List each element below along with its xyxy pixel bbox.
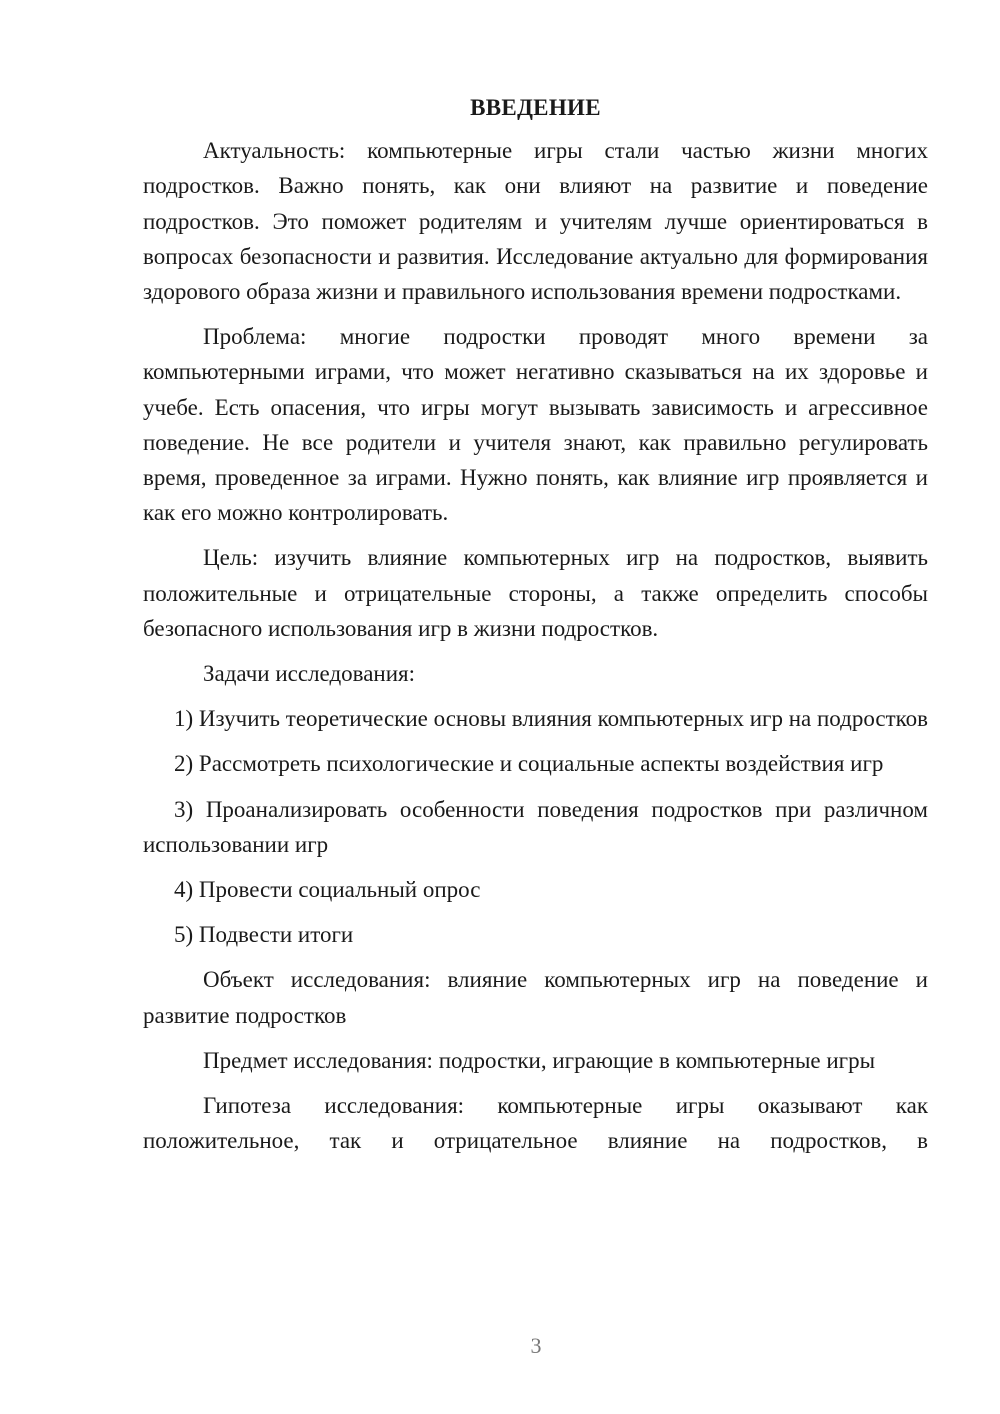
task-item: 2) Рассмотреть психологические и социальные аспекты воздействия игр	[174, 751, 884, 777]
hypothesis-paragraph: Гипотеза исследования: компьютерные игры оказывают как положительное, так и отрицательное влияние на подростков, в	[143, 1093, 928, 1154]
object-paragraph: Объект исследования: влияние компьютерных игр на поведение и развитие подростков	[143, 967, 928, 1028]
task-item: 1) Изучить теоретические основы влияния компьютерных игр на подростков	[174, 706, 929, 732]
goal-paragraph: Цель: изучить влияние компьютерных игр на подростков, выявить положительные и отрицательные стороны, а также определить способы безопасного использования игр в жизни подростков.	[143, 545, 928, 641]
task-item: 5) Подвести итоги	[174, 922, 354, 948]
page-body	[143, 90, 928, 1168]
problem-paragraph: Проблема: многие подростки проводят много времени за компьютерными играми, что может негативно сказываться на их здоровье и учебе. Есть опасения, что игры могут вызывать зависимость и агрессивное поведение. Не все родители и учителя знают, как правильно регулировать время, проведенное за играми. Нужно понять, как влияние игр проявляется и как его можно контролировать.	[143, 324, 928, 526]
section-title: ВВЕДЕНИЕ	[470, 95, 601, 120]
subject-paragraph: Предмет исследования: подростки, играющие в компьютерные игры	[203, 1047, 876, 1073]
page-number: 3	[530, 1333, 542, 1358]
task-item: 3) Проанализировать особенности поведения подростков при различном использовании игр	[143, 796, 928, 857]
task-item: 4) Провести социальный опрос	[174, 877, 481, 903]
tasks-heading: Задачи исследования:	[203, 661, 416, 687]
relevance-paragraph: Актуальность: компьютерные игры стали частью жизни многих подростков. Важно понять, как они влияют на развитие и поведение подростков. Это поможет родителям и учителям лучше ориентироваться в вопросах безопасности и развития. Исследование актуально для формирования здорового образа жизни и правильного использования времени подростками.	[143, 138, 928, 305]
